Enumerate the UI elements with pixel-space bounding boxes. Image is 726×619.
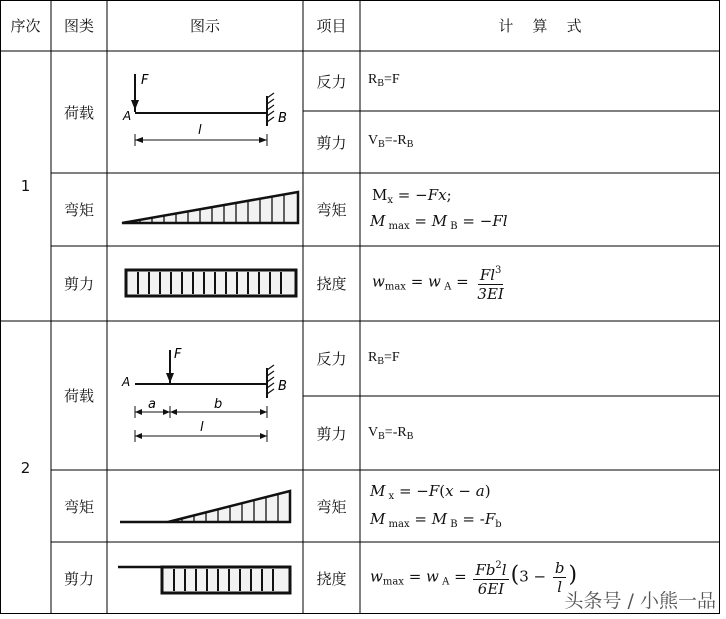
case2-category-shear: 剪力 [63,569,94,588]
case2-load-diagram [110,338,300,448]
header-calc: 计 算 式 [498,17,582,35]
case2-formula-moment-2: M $_{max}$ = M $_B = -F_b$ [370,510,502,530]
case1-length-label: l [198,123,202,138]
case2-category-load: 荷载 [63,387,94,405]
case1-number: 1 [20,177,31,195]
case1-formula-deflection: $w_{max} = w$ $_A$ = $\frac{Fl^3}{3EI}$ [372,262,508,303]
case2-a-label: a [148,397,156,412]
case2-length-label: l [200,420,204,435]
case1-formula-moment-2: M $_{max}$ = M $_B$ = −Fl [370,212,508,232]
case2-moment-diagram [110,478,300,534]
case1-category-load: 荷载 [63,103,94,122]
case2-formula-moment-1: M $_x$ = −F(x − a) [370,482,491,502]
case2-formula-reaction: $R_B=F$ [368,350,400,367]
case1-category-moment: 弯矩 [63,201,94,219]
case2-force-label: F [174,347,182,362]
case2-item-moment: 弯矩 [316,497,347,516]
case2-label-B: B [278,379,287,394]
case2-item-deflection: 挠度 [316,569,347,588]
header-item: 项目 [316,17,347,35]
case1-item-deflection: 挠度 [316,275,347,293]
header-figure: 图示 [189,17,220,35]
case1-shear-diagram [110,258,300,308]
case2-label-A: A [122,375,131,389]
case2-b-label: b [214,397,223,412]
case1-item-moment: 弯矩 [316,201,347,219]
case1-moment-diagram [110,178,300,240]
case1-label-A: A [123,109,132,123]
case1-item-shear: 剪力 [316,133,347,152]
case2-shear-diagram [110,552,300,602]
case2-formula-shear: $V_B=-R_B$ [368,425,414,442]
case1-category-shear: 剪力 [63,275,94,293]
case2-formula-deflection: $w_{max} = w$ $_A$ = $\frac{Fb^2l}{6EI}$ (3 − $\frac{b}{l}$ ) [370,559,578,598]
case2-category-moment: 弯矩 [63,497,94,516]
case1-label-B: B [278,111,287,126]
case1-item-reaction: 反力 [316,72,347,91]
case1-formula-reaction: $R_B=F$ [368,72,400,89]
case1-formula-moment-1: $M_x = -Fx$; [372,186,452,206]
watermark: 头条号 / 小熊一品 [564,590,716,612]
header-no: 序次 [10,17,41,35]
case2-number: 2 [20,458,31,477]
case2-item-shear: 剪力 [316,424,347,443]
case1-load-diagram [110,60,300,160]
case1-formula-shear: $V_B=-R_B$ [368,133,414,150]
case2-item-reaction: 反力 [316,350,347,368]
header-category: 图类 [63,17,94,35]
case1-force-label: F [141,73,149,88]
